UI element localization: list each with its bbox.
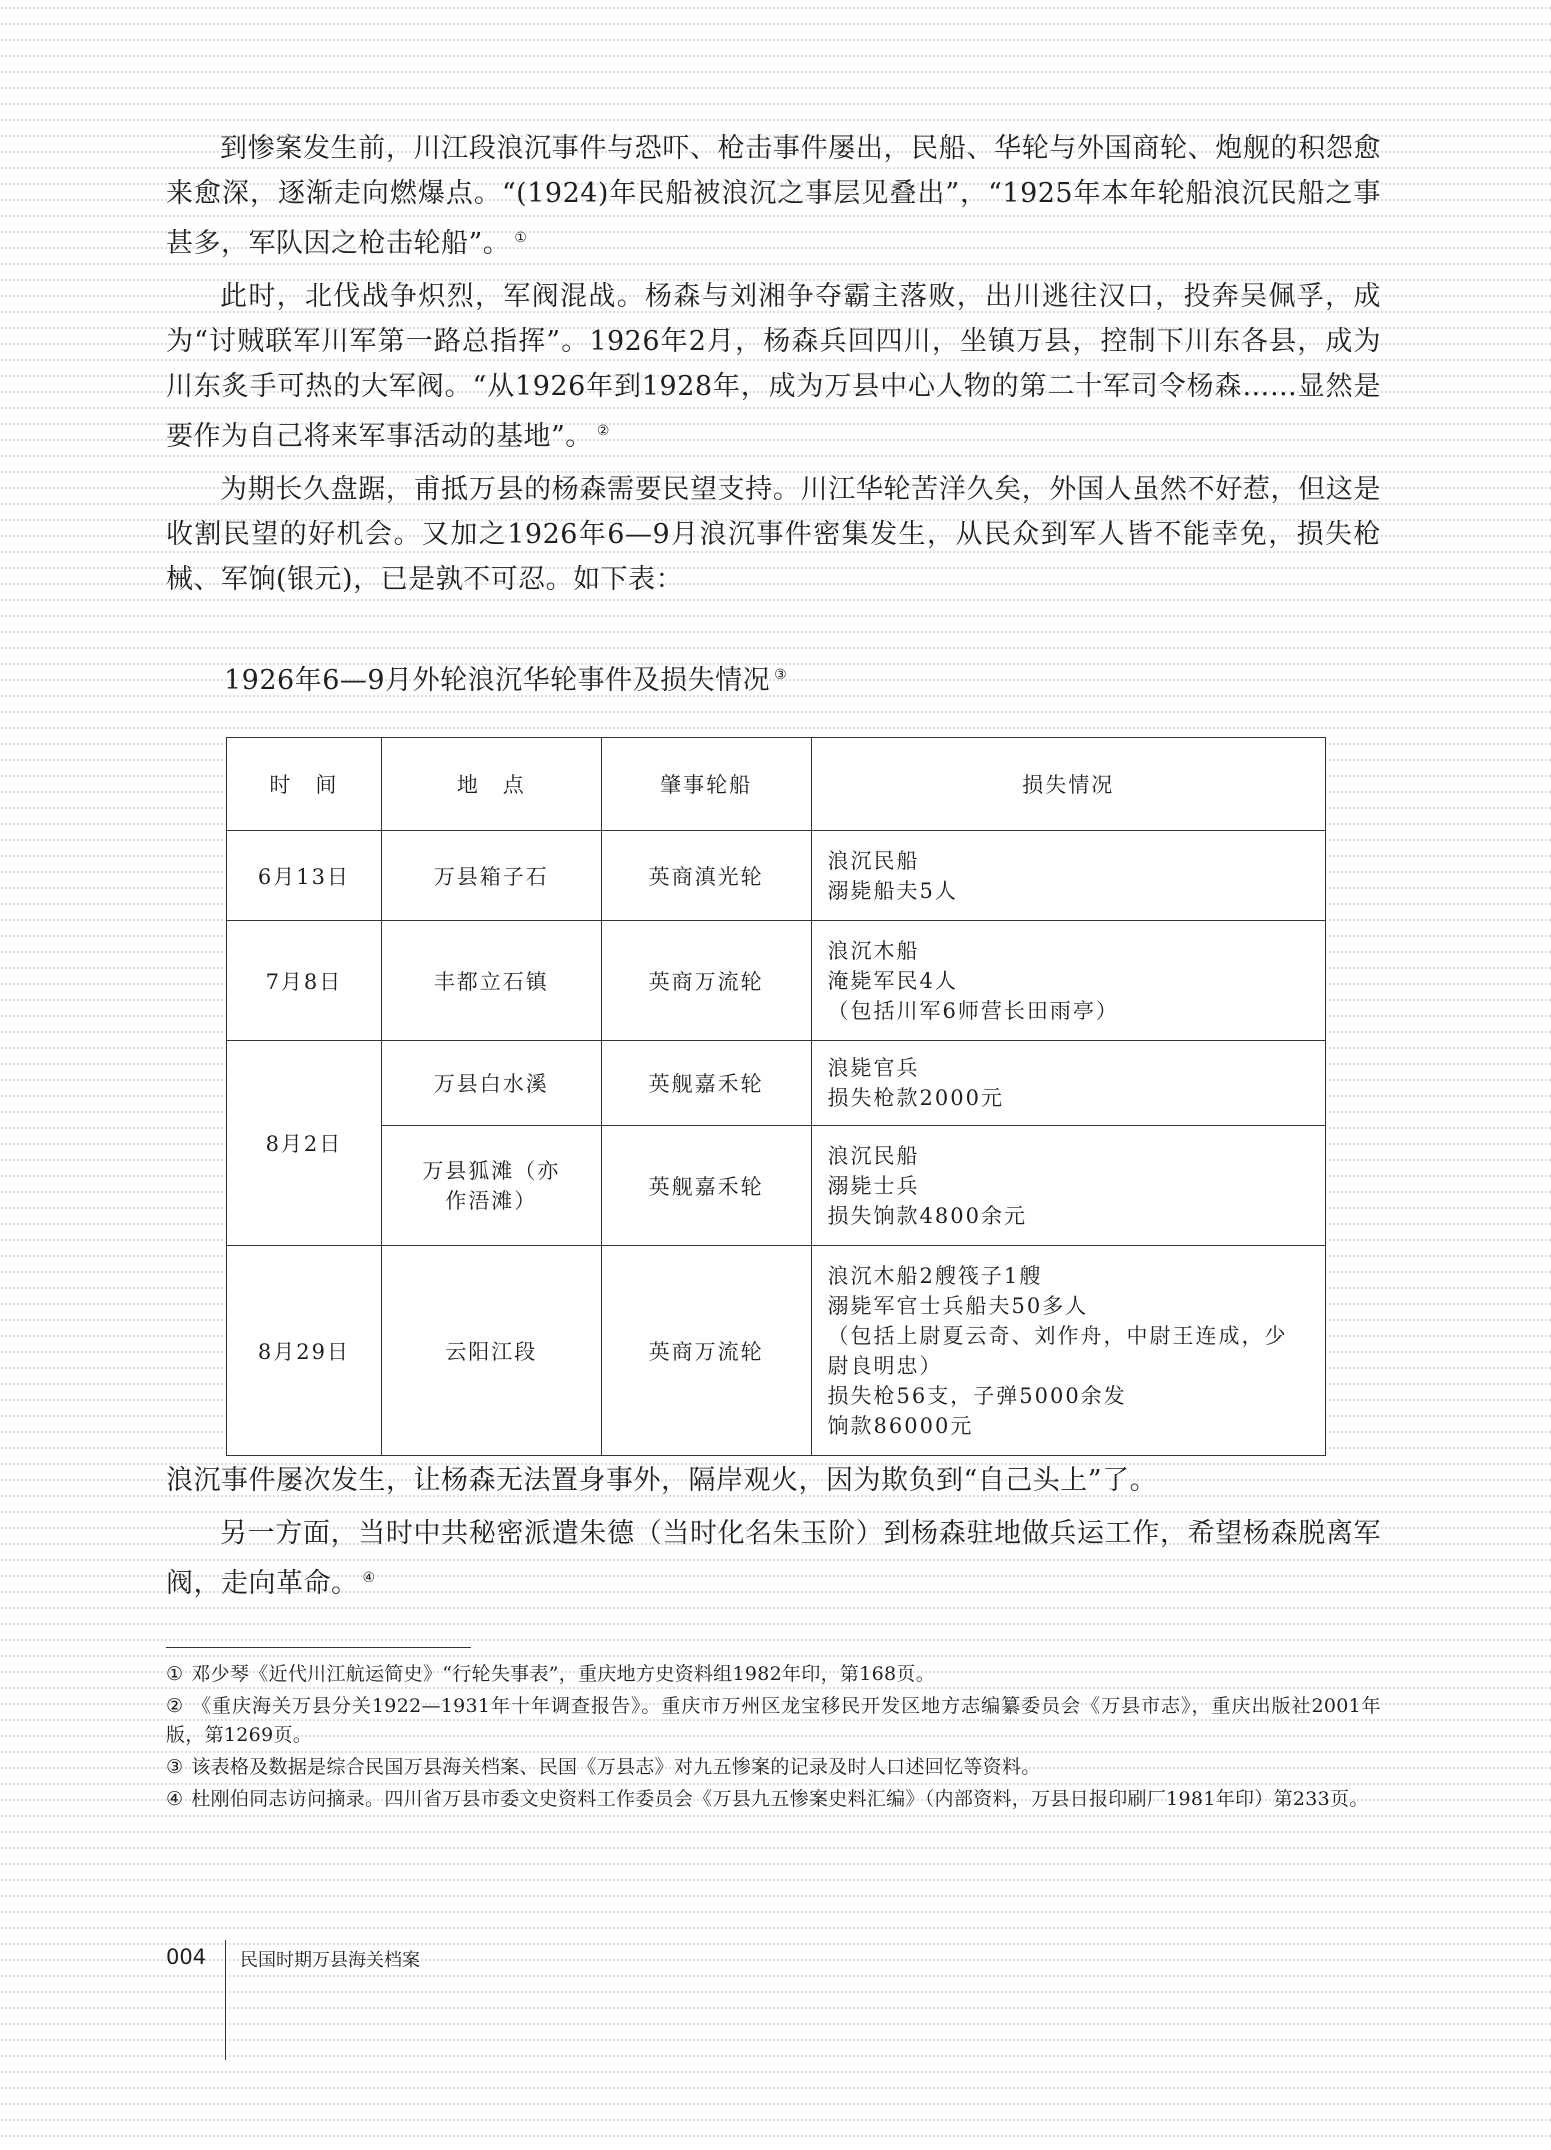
header-place: 地 点 (381, 738, 601, 831)
footnote-text: 《重庆海关万县分关1922—1931年十年调查报告》。重庆市万州区龙宝移民开发区地方志编纂委员会《万县市志》，重庆出版社2001年版，第1269页。 (166, 1695, 1381, 1746)
loss-cell (811, 1041, 1325, 1126)
page-number: 004 (166, 1945, 207, 1969)
footnote-mark: ② (166, 1695, 185, 1717)
date-cell: 6月13日 (227, 831, 382, 921)
body-text (166, 126, 1381, 610)
place-cell: 万县白水溪 (381, 1041, 601, 1126)
footnote-text: 该表格及数据是综合民国万县海关档案、民国《万县志》对九五惨案的记录及时人口述回忆等资料。 (191, 1756, 1041, 1778)
loss-line: 浪沉民船 (827, 848, 920, 873)
paragraph (166, 126, 1381, 266)
footnote-ref: ② (596, 423, 610, 439)
table-row (227, 1041, 1326, 1126)
paragraph-text: 浪沉事件屡次发生，让杨森无法置身事外，隔岸观火，因为欺负到“自己头上”了。 (166, 1465, 1158, 1496)
date-cell: 8月2日 (227, 1041, 382, 1246)
loss-line: 损失枪56支，子弹5000余发 (827, 1383, 1127, 1408)
place-cell (381, 1126, 601, 1246)
loss-line: 浪沉木船2艘筏子1艘 (827, 1263, 1043, 1288)
paragraph (166, 1458, 1381, 1503)
place-cell: 万县箱子石 (381, 831, 601, 921)
footnote (166, 1692, 1381, 1750)
loss-cell (811, 1246, 1325, 1456)
loss-line: 损失枪款2000元 (827, 1086, 1004, 1110)
place-cell: 丰都立石镇 (381, 921, 601, 1041)
running-title: 民国时期万县海关档案 (240, 1950, 420, 1971)
ship-cell: 英舰嘉禾轮 (601, 1126, 811, 1246)
loss-line: 溺毙士兵 (827, 1173, 920, 1198)
loss-line: 溺毙军官士兵船夫50多人 (827, 1293, 1089, 1318)
footnote (166, 1785, 1381, 1814)
date-cell: 7月8日 (227, 921, 382, 1041)
header-ship: 肇事轮船 (601, 738, 811, 831)
table-header-row (227, 738, 1326, 831)
footnote-mark: ④ (166, 1788, 184, 1810)
loss-line: （包括上尉夏云奇、刘作舟，中尉王连成，少尉良明忠） (827, 1323, 1288, 1378)
place-text: 万县狐滩（亦作浯滩） (422, 1158, 561, 1213)
loss-line: 溺毙船夫5人 (827, 878, 958, 903)
header-loss: 损失情况 (811, 738, 1325, 831)
date-cell: 8月29日 (227, 1246, 382, 1456)
paragraph-text: 另一方面，当时中共秘密派遣朱德（当时化名朱玉阶）到杨森驻地做兵运工作，希望杨森脱离军阀，走向革命。 (166, 1518, 1381, 1599)
table-row (227, 831, 1326, 921)
footnotes (166, 1660, 1381, 1817)
loss-cell (811, 1126, 1325, 1246)
footnote-text: 邓少琴《近代川江航运简史》“行轮失事表”，重庆地方史资料组1982年印，第168页。 (191, 1663, 935, 1685)
paragraph (166, 467, 1381, 602)
footnote-ref: ③ (774, 667, 788, 683)
footnote (166, 1660, 1381, 1689)
loss-cell (811, 921, 1325, 1041)
table-caption (224, 658, 787, 697)
header-date: 时 间 (227, 738, 382, 831)
ship-cell: 英商万流轮 (601, 1246, 811, 1456)
loss-line: （包括川军6师营长田雨亭） (827, 998, 1119, 1023)
table-caption-text: 1926年6—9月外轮浪沉华轮事件及损失情况 (224, 665, 771, 696)
loss-line: 淹毙军民4人 (827, 968, 958, 993)
paragraph (166, 1511, 1381, 1606)
loss-table (226, 737, 1326, 1456)
loss-line: 饷款86000元 (827, 1413, 974, 1438)
paragraph-text: 为期长久盘踞，甫抵万县的杨森需要民望支持。川江华轮苦洋久矣，外国人虽然不好惹，但这是收割民望的好机会。又加之1926年6—9月浪沉事件密集发生，从民众到军人皆不能幸免，损失枪械、军饷(银元)，已是孰不可忍。如下表： (166, 474, 1381, 595)
body-text-continued (166, 1458, 1381, 1614)
footnote-mark: ③ (166, 1756, 184, 1778)
ship-cell: 英舰嘉禾轮 (601, 1041, 811, 1126)
footnote-ref: ④ (362, 1570, 376, 1586)
loss-cell (811, 831, 1325, 921)
paragraph-text: 此时，北伐战争炽烈，军阀混战。杨森与刘湘争夺霸主落败，出川逃往汉口，投奔吴佩孚，成为“讨贼联军川军第一路总指挥”。1926年2月，杨森兵回四川，坐镇万县，控制下川东各县，成为川东炙手可热的大军阀。“从1926年到1928年，成为万县中心人物的第二十军司令杨森……显然是要作为自己将来军事活动的基地”。 (166, 281, 1381, 452)
footer-divider (225, 1940, 226, 2060)
loss-line: 浪毙官兵 (827, 1056, 920, 1080)
footnote-mark: ① (166, 1663, 184, 1685)
footnote-divider (166, 1647, 471, 1648)
footnote-ref: ① (514, 230, 528, 246)
paragraph (166, 274, 1381, 459)
table-row (227, 1246, 1326, 1456)
footnote (166, 1753, 1381, 1782)
table-row (227, 921, 1326, 1041)
place-cell: 云阳江段 (381, 1246, 601, 1456)
table-row (227, 1126, 1326, 1246)
footnote-text: 杜刚伯同志访问摘录。四川省万县市委文史资料工作委员会《万县九五惨案史料汇编》（内部资料，万县日报印刷厂1981年印）第233页。 (191, 1788, 1369, 1810)
loss-line: 浪沉木船 (827, 938, 920, 963)
ship-cell: 英商万流轮 (601, 921, 811, 1041)
loss-line: 浪沉民船 (827, 1143, 920, 1168)
ship-cell: 英商滇光轮 (601, 831, 811, 921)
loss-line: 损失饷款4800余元 (827, 1203, 1027, 1228)
paragraph-text: 到惨案发生前，川江段浪沉事件与恐吓、枪击事件屡出，民船、华轮与外国商轮、炮舰的积怨愈来愈深，逐渐走向燃爆点。“(1924)年民船被浪沉之事层见叠出”，“1925年本年轮船浪沉民船之事甚多，军队因之枪击轮船”。 (166, 133, 1381, 259)
